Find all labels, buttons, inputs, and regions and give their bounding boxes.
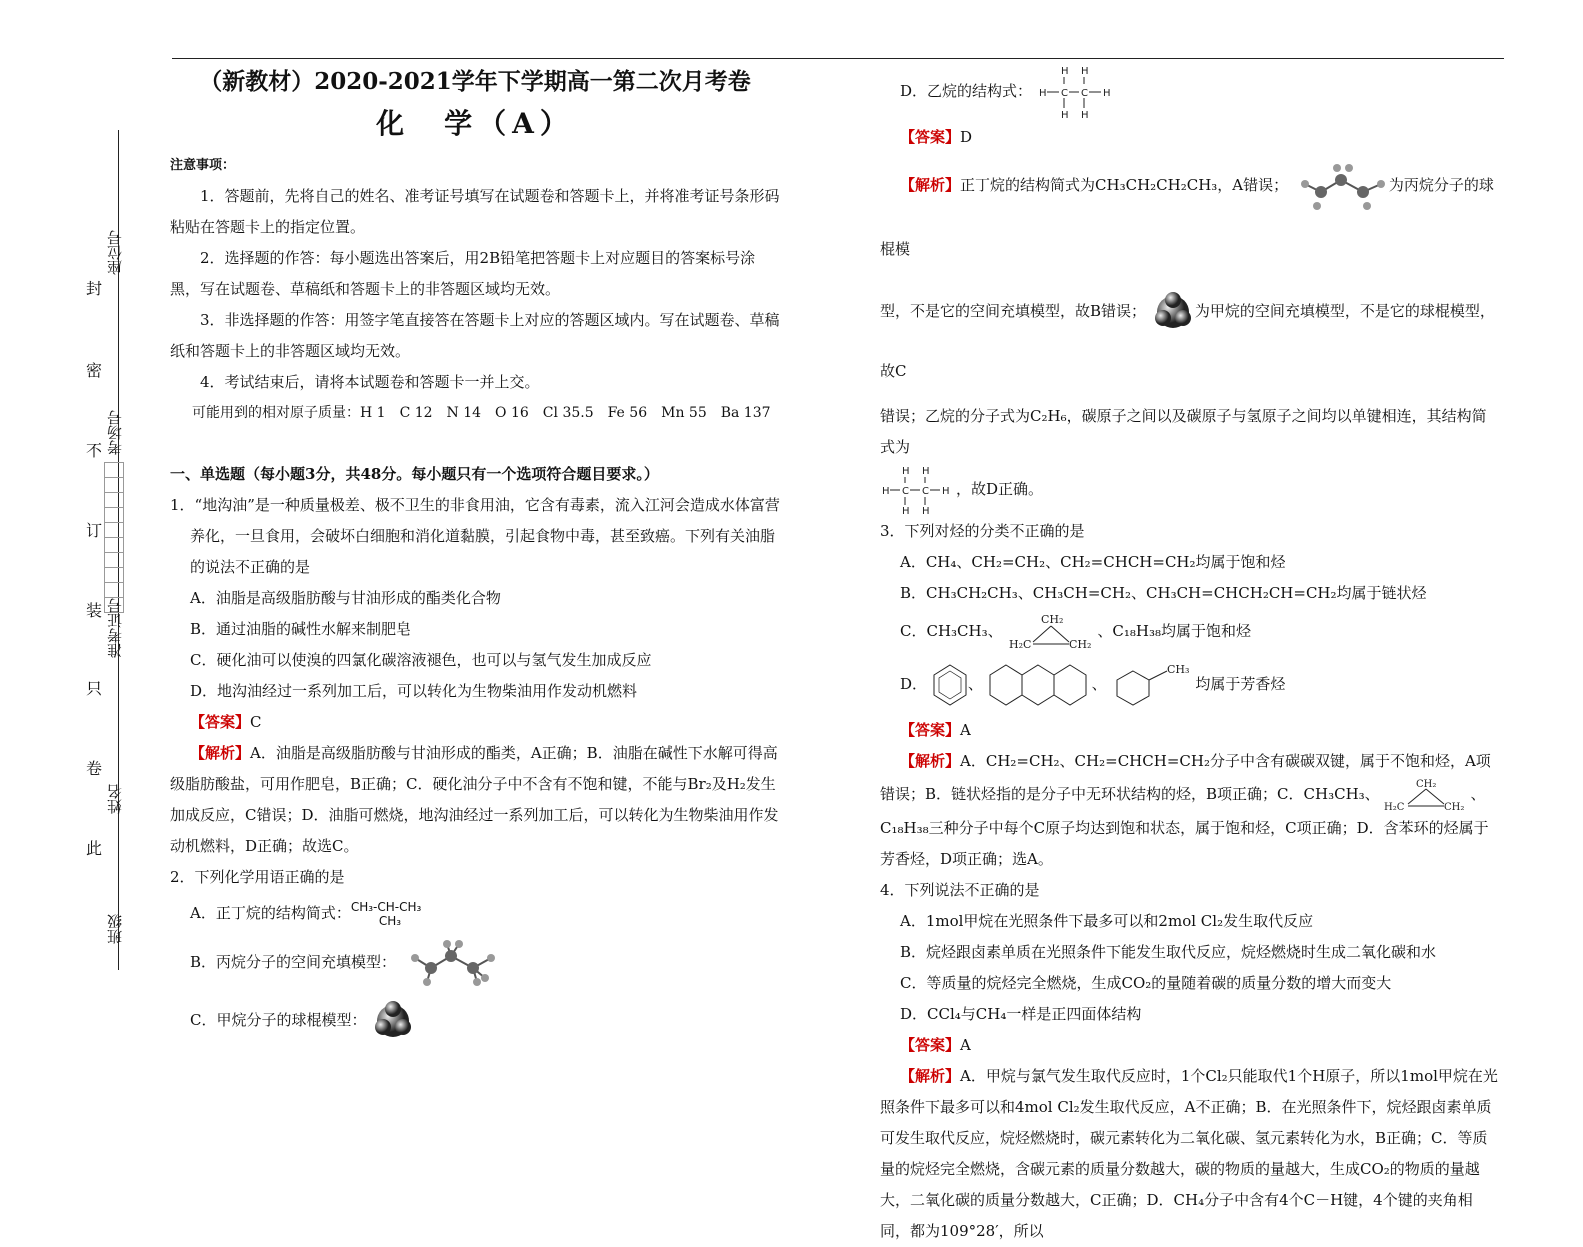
svg-text:H: H bbox=[1080, 110, 1089, 120]
svg-text:H: H bbox=[942, 486, 950, 497]
binding-char: 不 bbox=[86, 441, 103, 460]
cyclopropane-icon-2 bbox=[1384, 777, 1470, 813]
notice-3: 3．非选择题的作答：用签字笔直接答在答题卡上对应的答题区域内。写在试题卷、草稿纸和答题卡上的非答题区域均无效。 bbox=[170, 311, 780, 360]
svg-text:H: H bbox=[882, 486, 890, 497]
q2-analysis-cont: 型，不是它的空间充填模型，故B错误； 为甲烷的空间充填模型，不是它的球棍模型，故C bbox=[880, 281, 1500, 401]
class-label: 班级 bbox=[106, 914, 124, 944]
exam-id-label: 准考证号 bbox=[106, 598, 124, 658]
svg-text:H: H bbox=[1102, 88, 1111, 99]
q1-analysis: 【解析】A．油脂是高级脂肪酸与甘油形成的酯类，A正确；B．油脂在碱性下水解可得高级脂肪酸盐，可用作肥皂，B正确；C．硬化油分子中不含有不饱和键，不能与Br₂及H₂发生加成反应，C错误；D．油脂可燃烧，地沟油经过一系列加工后，可以转化为生物柴油用作发动机燃料，D正确；故选C。 bbox=[170, 744, 779, 855]
binding-char: 卷 bbox=[86, 759, 103, 778]
cyclopropane-icon bbox=[1007, 612, 1097, 652]
q4-stem: 4．下列说法不正确的是 bbox=[880, 881, 1040, 899]
q1-option-b: B．通过油脂的碱性水解来制肥皂 bbox=[190, 620, 412, 638]
toluene-icon bbox=[1111, 663, 1195, 707]
q4-option-c: C．等质量的烷烃完全燃烧，生成CO₂的量随着碳的质量分数的增大而变大 bbox=[900, 974, 1392, 992]
svg-text:C: C bbox=[922, 486, 929, 497]
q1-answer: 【答案】C bbox=[190, 713, 262, 731]
q2-option-a: A．正丁烷的结构简式：CH₃-CH-CH₃ CH₃ bbox=[190, 900, 422, 928]
q4-option-a: A．1mol甲烷在光照条件下最多可以和2mol Cl₂发生取代反应 bbox=[900, 912, 1314, 930]
benzene-icon bbox=[932, 663, 968, 707]
ethane-structure-icon-2 bbox=[880, 464, 956, 516]
svg-text:H: H bbox=[1080, 66, 1089, 77]
svg-text:H: H bbox=[922, 466, 930, 477]
binding-char: 装 bbox=[86, 601, 103, 620]
q4-analysis: 【解析】A．甲烷与氯气发生取代反应时，1个Cl₂只能取代1个H原子，所以1mol甲烷在光照条件下最多可以和4mol Cl₂发生取代反应，A不正确；B．在光照条件下，烷烃跟卤素单质可发生取代反应，烷烃燃烧时，碳元素转化为二氧化碳、氢元素转化为水，B正确；C．等质量的烷烃完全燃烧，含碳元素的质量分数越大，碳的物质的量越大，生成CO₂的物质的量越大，二氧化碳的质量分数越大，C正确；D．CH₄分子中含有4个C－H键，4个键的夹角相同，都为109°28′，所以 bbox=[880, 1067, 1498, 1240]
svg-text:H: H bbox=[1038, 88, 1047, 99]
binding-char: 此 bbox=[86, 839, 103, 858]
svg-text:H₂C: H₂C bbox=[1384, 802, 1405, 813]
propane-ball-stick-icon-2 bbox=[1293, 162, 1389, 210]
methane-space-filling-icon-2 bbox=[1151, 290, 1195, 334]
q2-option-c: C．甲烷分子的球棍模型： bbox=[170, 991, 780, 1049]
q2-analysis-cont2: 错误；乙烷的分子式为C₂H₆，碳原子之间以及碳原子与氢原子之间均以单键相连，其结构简式为 bbox=[880, 407, 1487, 456]
ethane-structure-icon bbox=[1037, 64, 1117, 120]
q3-option-a: A．CH₄、CH₂=CH₂、CH₂=CHCH=CH₂均属于饱和烃 bbox=[900, 553, 1286, 571]
q3-option-b: B．CH₃CH₂CH₃、CH₃CH=CH₂、CH₃CH=CHCH₂CH=CH₂均属于链状烃 bbox=[900, 584, 1427, 602]
q3-stem: 3．下列对烃的分类不正确的是 bbox=[880, 522, 1085, 540]
q3-option-c: C．CH₃CH₃、 CH₂ H₂C CH₂ 、C₁₈H₃₈均属于饱和烃 bbox=[900, 613, 1252, 651]
q1-stem: 1．“地沟油”是一种质量极差、极不卫生的非食用油，它含有毒素，流入江河会造成水体富营养化，一旦食用，会破坏白细胞和消化道黏膜，引起食物中毒，甚至致癌。下列有关油脂的说法不正确的是 bbox=[170, 496, 780, 576]
svg-text:H: H bbox=[922, 506, 930, 516]
q2-analysis-cont3: H C C H H H H H ，故D正确。 bbox=[882, 466, 1044, 516]
notice-4: 4．考试结束后，请将本试题卷和答题卡一并上交。 bbox=[200, 373, 540, 391]
q2-analysis: 【解析】正丁烷的结构简式为CH₃CH₂CH₂CH₃，A错误； 为丙烷分子的球棍模 bbox=[880, 153, 1500, 281]
q1-option-c: C．硬化油可以使溴的四氯化碳溶液褪色，也可以与氢气发生加成反应 bbox=[190, 651, 652, 669]
svg-text:CH₂: CH₂ bbox=[1444, 802, 1465, 813]
name-label: 姓名 bbox=[106, 784, 124, 814]
svg-text:CH₃: CH₃ bbox=[1167, 663, 1190, 676]
binding-char: 订 bbox=[86, 521, 103, 540]
methane-space-filling-icon bbox=[371, 999, 415, 1043]
q1-option-a: A．油脂是高级脂肪酸与甘油形成的酯类化合物 bbox=[190, 589, 501, 607]
atomic-masses: 可能用到的相对原子质量：H 1 C 12 N 14 O 16 Cl 35.5 Fe 56 Mn 55 Ba 137 bbox=[192, 405, 771, 421]
q2-stem: 2．下列化学用语正确的是 bbox=[170, 868, 345, 886]
id-boxes bbox=[104, 462, 124, 613]
svg-text:H: H bbox=[1060, 66, 1069, 77]
notice-2: 2．选择题的作答：每小题选出答案后，用2B铅笔把答题卡上对应题目的答案标号涂黑，写在试题卷、草稿纸和答题卡上的非答题区域均无效。 bbox=[170, 249, 756, 298]
q2-answer: 【答案】D bbox=[900, 128, 973, 146]
q1-option-d: D．地沟油经过一系列加工后，可以转化为生物柴油用作发动机燃料 bbox=[190, 682, 638, 700]
svg-text:CH₂: CH₂ bbox=[1041, 613, 1064, 626]
notice-1: 1．答题前，先将自己的姓名、准考证号填写在试题卷和答题卡上，并将准考证号条形码粘贴在答题卡上的指定位置。 bbox=[170, 187, 780, 236]
left-column bbox=[170, 60, 780, 1049]
binding-char: 只 bbox=[86, 679, 103, 698]
q4-option-d: D．CCl₄与CH₄一样是正四面体结构 bbox=[900, 1005, 1142, 1023]
q2-option-b: B．丙烷分子的空间充填模型： bbox=[170, 933, 780, 991]
anthracene-icon bbox=[988, 663, 1092, 707]
propane-ball-stick-icon bbox=[401, 938, 501, 988]
svg-text:CH₂: CH₂ bbox=[1416, 779, 1437, 790]
svg-text:CH₂: CH₂ bbox=[1069, 638, 1092, 651]
section-heading: 一、单选题（每小题3分，共48分。每小题只有一个选项符合题目要求。） bbox=[170, 465, 659, 483]
exam-title: （新教材）2020-2021学年下学期高一第二次月考卷 bbox=[199, 68, 751, 95]
svg-text:H: H bbox=[902, 506, 910, 516]
svg-text:C: C bbox=[1080, 88, 1088, 99]
q4-option-b: B．烷烃跟卤素单质在光照条件下能发生取代反应，烷烃燃烧时生成二氧化碳和水 bbox=[900, 943, 1437, 961]
notice-heading: 注意事项： bbox=[170, 158, 236, 173]
q4-answer: 【答案】A bbox=[900, 1036, 971, 1054]
header-rule bbox=[172, 58, 1504, 59]
room-label: 考场号 bbox=[106, 410, 124, 455]
svg-text:C: C bbox=[1060, 88, 1068, 99]
seat-label: 座位号 bbox=[106, 230, 124, 275]
subject-title: 化 学（A） bbox=[376, 107, 574, 140]
svg-text:H₂C: H₂C bbox=[1009, 638, 1032, 651]
right-column bbox=[880, 60, 1500, 1247]
binding-char: 封 bbox=[86, 279, 103, 298]
q2-option-d: D．乙烷的结构式： H C C H H H H H bbox=[880, 60, 1500, 122]
svg-text:H: H bbox=[1060, 110, 1069, 120]
binding-char: 密 bbox=[86, 361, 103, 380]
q3-answer: 【答案】A bbox=[900, 721, 971, 739]
svg-text:C: C bbox=[902, 486, 909, 497]
svg-text:H: H bbox=[902, 466, 910, 477]
q3-option-d: D． 、 、 CH₃ 均属于芳香烃 bbox=[880, 653, 1500, 715]
q3-analysis: 【解析】A．CH₂=CH₂、CH₂=CHCH=CH₂分子中含有碳碳双键，属于不饱和烃，A项错误；B．链状烃指的是分子中无环状结构的烃，B项正确；C．CH₃CH₃、 CH₂ H₂C CH₂ 、C₁₈H₃₈三种分子中每个C原子均达到饱和状态，属于饱和烃，C项正确；D．含苯环的烃属于芳香烃，D项正确；选A。 bbox=[880, 752, 1491, 868]
